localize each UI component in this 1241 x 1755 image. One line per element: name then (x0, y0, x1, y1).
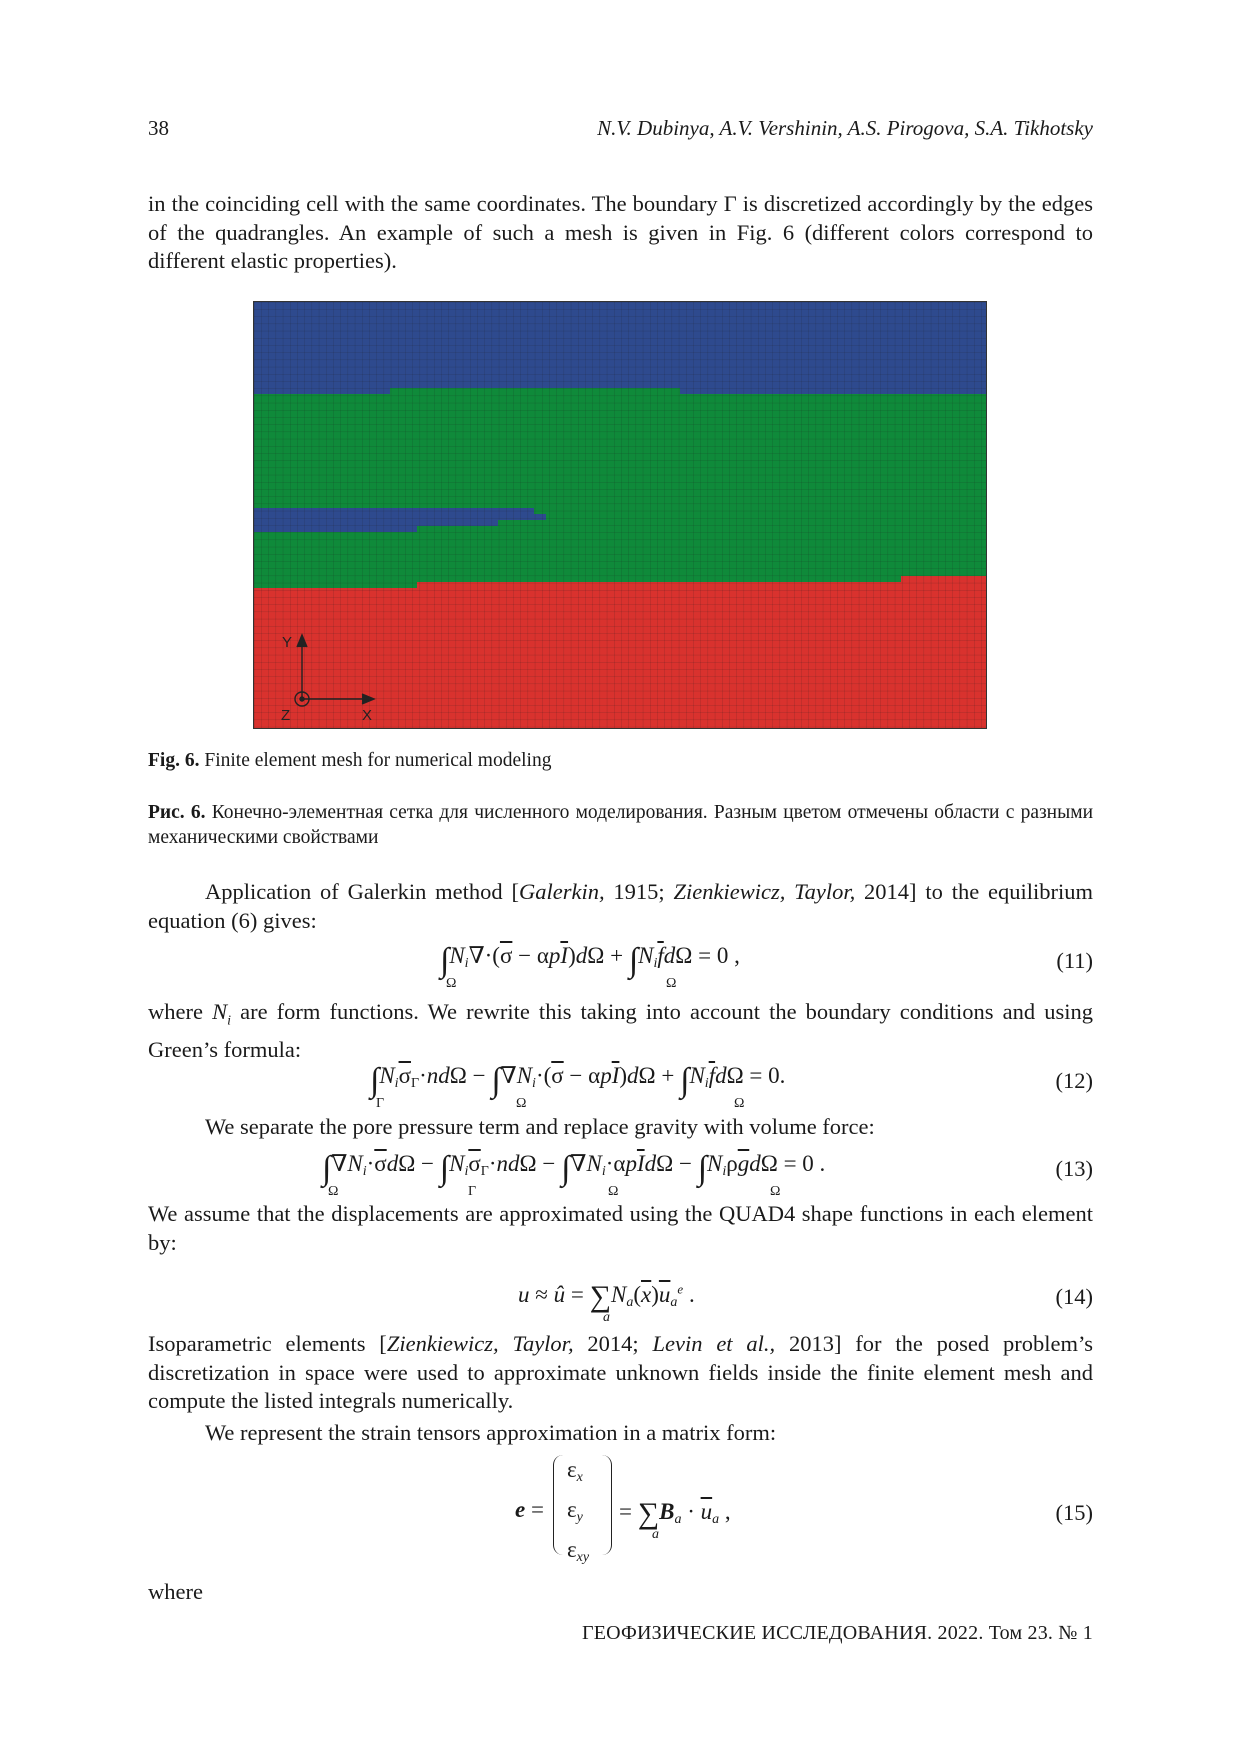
equation-14-number: (14) (1055, 1284, 1093, 1309)
equation-13-number: (13) (1055, 1156, 1093, 1181)
equation-11: $\int N_i\nabla\cdot(\overline{\sigma} - \alpha p\overline{I})d\Omega + \int N_i\overline{f}d\Omega = 0$ , Ω Ω (440, 942, 740, 991)
iso-text-1: Isoparametric elements [ (148, 1331, 387, 1356)
running-authors: N.V. Dubinya, A.V. Vershinin, A.S. Pirogova, S.A. Tikhotsky (597, 116, 1093, 140)
iso-text-3: 2013] for the posed problem’s discretization in space were used to approximate unknown fields inside the finite element mesh and compute the listed integrals numerically. (148, 1331, 1093, 1413)
form-symbol-n: N (212, 999, 228, 1024)
equation-12-number: (12) (1055, 1068, 1093, 1093)
equation-12: $\int N_i\overline{\sigma}_\Gamma\cdot nd\Omega - \int\nabla N_i\cdot(\overline{\sigma} - \alpha p\overline{I})d\Omega + \int N_i\overline{f}d\Omega = 0$. Γ Ω Ω (370, 1062, 786, 1111)
strain-tensor-line: We represent the strain tensors approximation in a matrix form: (205, 1420, 777, 1445)
page-number: 38 (148, 116, 169, 140)
intro-paragraph: in the coinciding cell with the same coordinates. The boundary Γ is discretized accordingly by the edges of the quadrangles. An example of such a mesh is given in Fig. 6 (different colors correspond to different elastic properties). (148, 191, 1093, 273)
caption-ru-label: Рис. 6. (148, 802, 206, 823)
axis-label-x: X (362, 707, 373, 724)
mesh-svg (254, 302, 986, 728)
caption-english (148, 750, 551, 772)
caption-en-text: Finite element mesh for numerical modeling (199, 750, 552, 771)
mesh-grid-overlay (254, 302, 986, 728)
where-text: where (148, 1579, 203, 1604)
galerkin-paragraph (148, 878, 1093, 935)
form-text-1: where (148, 999, 213, 1024)
galerkin-text-2: 1915; (604, 879, 674, 904)
pore-pressure-line: We separate the pore pressure term and replace gravity with volume force: (205, 1114, 875, 1139)
citation-galerkin: Galerkin, (518, 879, 605, 904)
citation-levin: Levin et al., (652, 1331, 776, 1356)
galerkin-text-3: 2014] to the equilibrium equation (6) gives: (148, 879, 1093, 933)
mesh-figure (253, 301, 987, 729)
journal-footer: ГЕОФИЗИЧЕСКИЕ ИССЛЕДОВАНИЯ. 2022. Том 23. № 1 (581, 1622, 1093, 1644)
equation-11-number: (11) (1056, 948, 1093, 973)
form-functions-paragraph: where $N_i$ are form functions. We rewrite this taking into account the boundary conditions and using Green’s formula: (148, 999, 1093, 1062)
iso-text-2: 2014; (573, 1331, 653, 1356)
equation-14: u ≈ û = $\sum N_a(\overline{x})\overline{u}_a^e$ . a (518, 1280, 695, 1325)
axis-label-y: Y (282, 634, 293, 651)
citation-zienkiewicz: Zienkiewicz, Taylor, (673, 879, 856, 904)
citation-zienkiewicz-2: Zienkiewicz, Taylor, (386, 1331, 574, 1356)
quad4-paragraph: We assume that the displacements are approximated using the QUAD4 shape functions in each element by: (148, 1201, 1093, 1255)
caption-russian (148, 800, 1093, 850)
axis-label-z: Z (281, 707, 291, 724)
isoparametric-paragraph (148, 1330, 1093, 1416)
form-text-2: are form functions. We rewrite this taking into account the boundary conditions and using Green’s formula: (148, 999, 1093, 1062)
equation-15-number: (15) (1055, 1500, 1093, 1525)
galerkin-text-1: Application of Galerkin method [ (205, 879, 519, 904)
equation-13: $\int\nabla N_i\cdot\overline{\sigma}d\Omega - \int N_i\overline{\sigma}_\Gamma\cdot nd\Omega - \int\nabla N_i\cdot\alpha p\overline{I}d\Omega - \int N_i\rho\overline{g}d\Omega = 0$ . Ω Γ Ω Ω (322, 1150, 826, 1199)
caption-ru-text: Конечно-элементная сетка для численного моделирования. Разным цветом отмечены области с разными механическими свойствами (148, 802, 1093, 848)
caption-en-label: Fig. 6. (148, 750, 200, 771)
